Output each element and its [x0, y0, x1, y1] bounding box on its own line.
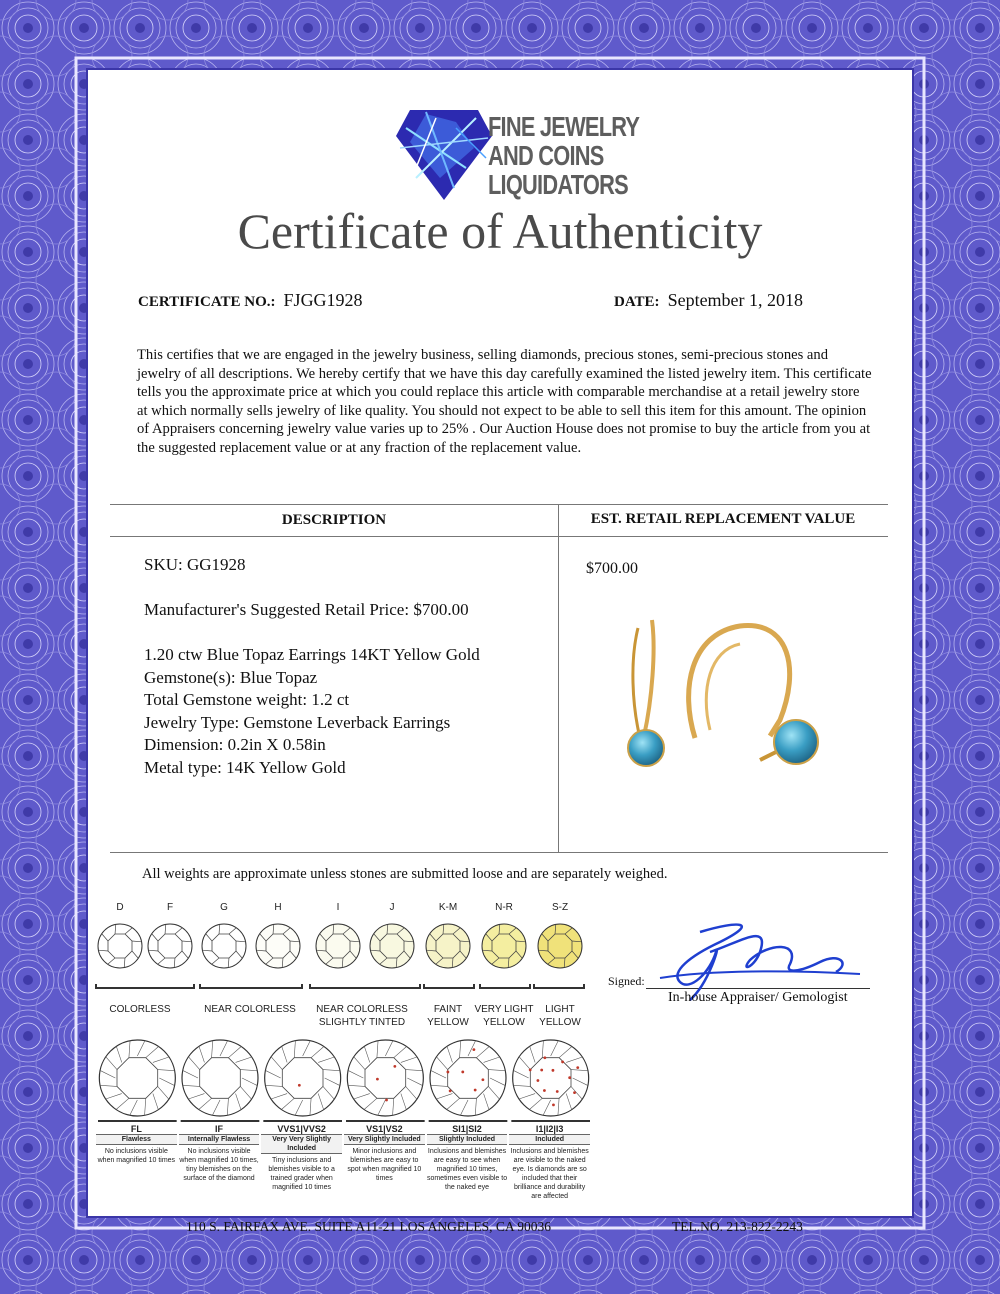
clarity-divider [346, 1120, 425, 1122]
value-header: EST. RETAIL REPLACEMENT VALUE [590, 511, 856, 527]
clarity-grade-column [261, 1124, 342, 1192]
clarity-code: VS1|VS2 [366, 1124, 403, 1134]
clarity-name: Included [509, 1134, 590, 1145]
clarity-code: VVS1|VVS2 [277, 1124, 326, 1134]
clarity-description: No inclusions visible when magnified 10 times, tiny blemishes on the surface of the diamond [179, 1148, 259, 1182]
color-grade-letter: H [274, 902, 282, 913]
logo-text [488, 112, 639, 199]
color-group-label: COLORLESS [109, 1004, 171, 1015]
color-group-bracket [310, 984, 420, 988]
clarity-code: SI1|SI2 [452, 1124, 482, 1134]
color-grade-letter: K-M [438, 902, 458, 913]
replacement-value: $700.00 [586, 560, 638, 577]
clarity-grade-column [179, 1124, 260, 1183]
table-column-divider [558, 504, 559, 852]
item-details [144, 644, 480, 779]
clarity-grade-labels [96, 1124, 592, 1214]
certificate-number-row [138, 290, 363, 311]
clarity-divider [429, 1120, 508, 1122]
footer-address: 110 S. FAIRFAX AVE. SUITE A11-21 LOS ANGELES, CA 90036 [186, 1219, 552, 1234]
color-grade-letter: D [116, 902, 124, 913]
clarity-description: Minor inclusions and blemishes are easy to spot when magnified 10 times [347, 1148, 422, 1182]
clarity-diamond [430, 1040, 506, 1116]
intro-paragraph: This certifies that we are engaged in the jewelry business, selling diamonds, precious stones, semi-precious stones and jewelry of all descriptions. We hereby certify that we have this day carefully examined the listed jewelry item. This certificate tells you the approximate price at which you could replace this article with comparable merchandise at a retail jewelry store at which normally sells jewelry of like quality. You should not expect to be able to sell this item for this amount. The opinion of Appraisers concerning jewelry value varies up to 25% . Our Auction House does not promise to buy the article from you at the suggested replacement value or at any fraction of the replacement value. [137, 347, 872, 456]
color-group-bracket [424, 984, 474, 988]
color-group-label: NEAR COLORLESS [316, 1004, 408, 1015]
clarity-grade-column [96, 1124, 177, 1165]
color-grade-diamond [256, 924, 300, 968]
clarity-description: Inclusions and blemishes are easy to see when magnified 10 times, sometimes even visible to the naked eye [426, 1148, 508, 1191]
clarity-divider [263, 1120, 342, 1122]
weights-note: All weights are approximate unless stones are submitted loose and are separately weighed. [142, 866, 668, 882]
certificate-number-label: CERTIFICATE NO.: [138, 294, 276, 310]
color-grade-letter: I [336, 902, 340, 913]
clarity-code: FL [130, 1124, 142, 1134]
clarity-diamond [265, 1040, 341, 1116]
clarity-divider [511, 1120, 590, 1122]
sku: SKU: GG1928 [144, 555, 246, 574]
clarity-grade-column [427, 1124, 508, 1192]
color-grade-letter: G [220, 902, 228, 913]
detail-line: Dimension: 0.2in X 0.58in [144, 735, 326, 754]
color-group-label: FAINT [433, 1004, 463, 1015]
table-top-rule [110, 504, 888, 505]
logo-line-2: AND COINS [488, 140, 604, 171]
table-header-rule [110, 536, 888, 537]
date-label: DATE: [614, 294, 660, 310]
color-grade-diamond [202, 924, 246, 968]
color-grade-letter: J [389, 902, 395, 913]
gem-logo-icon [396, 108, 492, 200]
clarity-divider [181, 1120, 260, 1122]
color-grade-diamond [482, 924, 526, 968]
date-row [614, 290, 803, 311]
clarity-name: Very Very Slightly Included [261, 1134, 342, 1154]
certificate-number: FJGG1928 [283, 290, 363, 310]
color-grade-diamond [98, 924, 142, 968]
color-grade-letter: S-Z [551, 902, 569, 913]
color-grade-diamond [370, 924, 414, 968]
clarity-name: Very Slightly Included [344, 1134, 425, 1145]
color-grade-chart [90, 896, 600, 1036]
clarity-name: Internally Flawless [179, 1134, 260, 1145]
clarity-grade-column [509, 1124, 590, 1201]
earrings-image [600, 610, 870, 810]
detail-line: Metal type: 14K Yellow Gold [144, 757, 346, 777]
signed-label: Signed: [608, 974, 645, 988]
color-group-label: YELLOW [539, 1017, 581, 1028]
clarity-name: Slightly Included [427, 1134, 508, 1145]
clarity-description: Inclusions and blemishes are visible to the naked eye. Is diamonds are so included that their brilliance and durability are affected [510, 1148, 589, 1200]
description-header: DESCRIPTION [281, 512, 387, 528]
clarity-diamond [99, 1040, 175, 1116]
color-grade-diamond [426, 924, 470, 968]
color-group-label: NEAR COLORLESS [204, 1004, 296, 1015]
color-grade-letter: N-R [495, 902, 513, 913]
logo-line-3: LIQUIDATORS [488, 169, 628, 200]
color-grade-diamond [148, 924, 192, 968]
clarity-code: IF [215, 1124, 224, 1134]
color-group-label: YELLOW [483, 1017, 525, 1028]
clarity-description: Tiny inclusions and blemishes visible to a trained grader when magnified 10 times [268, 1157, 335, 1191]
color-group-bracket [480, 984, 530, 988]
table-bottom-rule [110, 852, 888, 853]
logo-line-1: FINE JEWELRY [488, 111, 640, 142]
detail-line: Gemstone(s): Blue Topaz [144, 667, 318, 687]
color-group-label: YELLOW [427, 1017, 469, 1028]
clarity-divider [98, 1120, 177, 1122]
footer-phone: TEL.NO. 213-822-2243 [672, 1219, 803, 1234]
clarity-description: No inclusions visible when magnified 10 times [97, 1148, 176, 1164]
date-value: September 1, 2018 [667, 290, 804, 310]
color-group-label: SLIGHTLY TINTED [318, 1017, 406, 1028]
color-group-bracket [200, 984, 302, 988]
detail-line: Total Gemstone weight: 1.2 ct [144, 690, 350, 709]
detail-line: Jewelry Type: Gemstone Leverback Earrings [144, 712, 451, 732]
color-group-bracket [96, 984, 194, 988]
color-group-label: VERY LIGHT [474, 1004, 534, 1015]
color-grade-diamond [316, 924, 360, 968]
detail-line: 1.20 ctw Blue Topaz Earrings 14KT Yellow Gold [144, 645, 480, 664]
clarity-name: Flawless [96, 1134, 177, 1145]
page-title: Certificate of Authenticity [237, 203, 763, 259]
clarity-diamond [182, 1040, 258, 1116]
clarity-code: I1|I2|I3 [535, 1124, 564, 1134]
color-group-label: LIGHT [545, 1004, 575, 1015]
clarity-grade-column [344, 1124, 425, 1183]
appraiser-role: In-house Appraiser/ Gemologist [668, 990, 848, 1005]
color-grade-letter: F [166, 902, 174, 913]
color-group-bracket [534, 984, 584, 988]
msrp: Manufacturer's Suggested Retail Price: $700.00 [144, 600, 469, 619]
clarity-diamond [513, 1040, 589, 1116]
clarity-diamond [347, 1040, 423, 1116]
color-grade-diamond [538, 924, 582, 968]
